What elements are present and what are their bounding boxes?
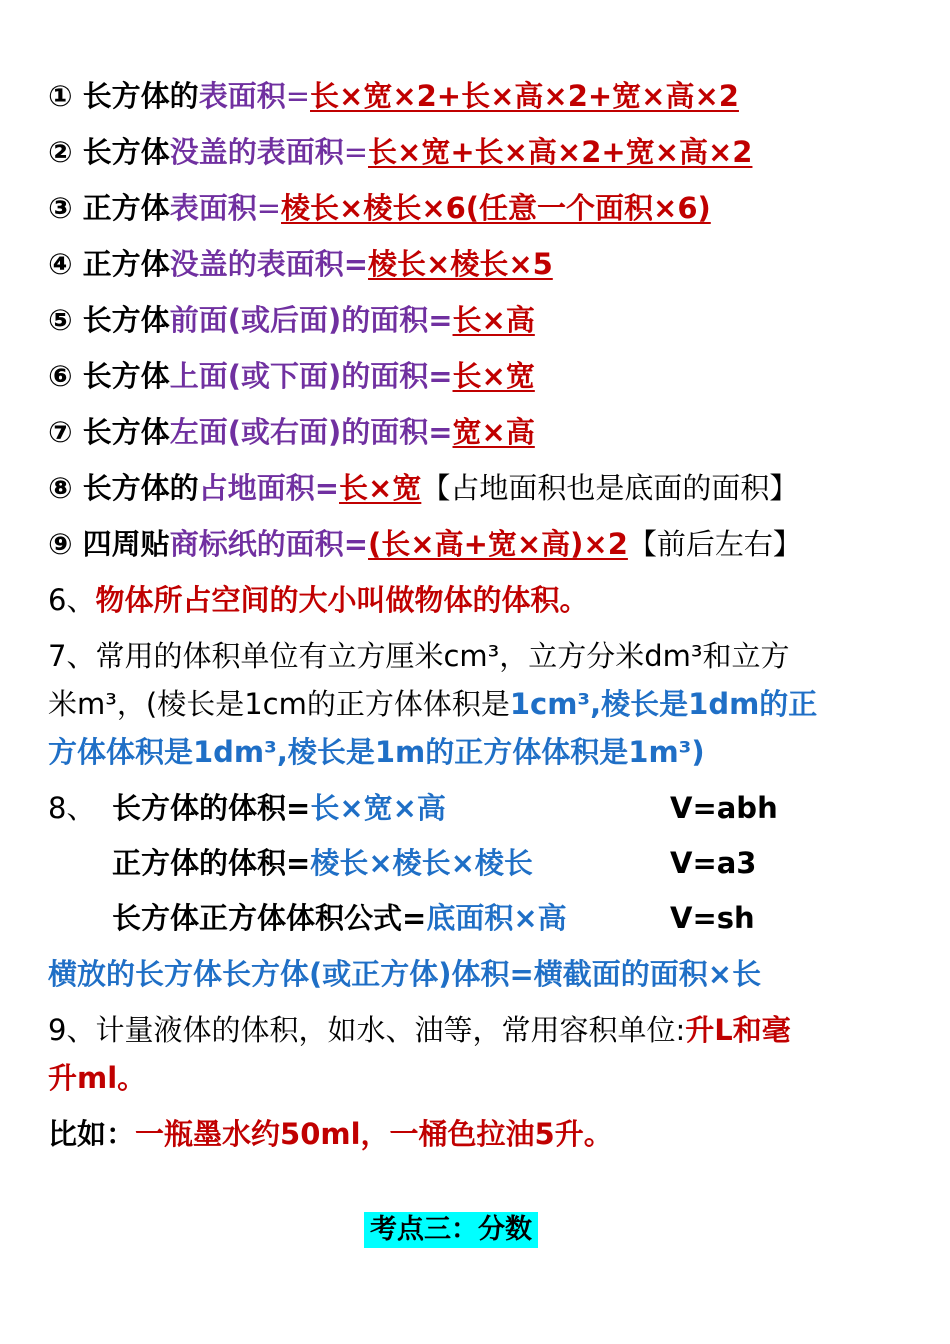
- volume-symbol-cuboid: V=abh: [670, 791, 778, 825]
- section-heading: 考点三：分数: [364, 1212, 538, 1248]
- paragraph-7-line-1: 7、常用的体积单位有立方厘米cm³，立方分米dm³和立方: [48, 639, 790, 673]
- volume-symbol-cube: V=a3: [670, 846, 757, 880]
- paragraph-9-line-1: 9、计量液体的体积，如水、油等，常用容积单位:升L和毫: [48, 1013, 791, 1047]
- volume-formula-cube: 正方体的体积=棱长×棱长×棱长: [112, 846, 533, 880]
- paragraph-7-line-2: 米m³，(棱长是1cm的正方体体积是1cm³,棱长是1dm的正: [48, 687, 818, 721]
- volume-formula-general: 长方体正方体体积公式=底面积×高: [112, 901, 567, 935]
- paragraph-9-line-2: 升ml。: [48, 1061, 147, 1095]
- formula-item-8: ⑧ 长方体的占地面积=长×宽【占地面积也是底面的面积】: [48, 471, 799, 505]
- paragraph-6: 6、物体所占空间的大小叫做物体的体积。: [48, 583, 589, 617]
- formula-item-5: ⑤ 长方体前面(或后面)的面积=长×高: [48, 303, 535, 337]
- formula-item-2: ② 长方体没盖的表面积=长×宽+长×高×2+宽×高×2: [48, 135, 753, 169]
- paragraph-7-line-3: 方体体积是1dm³,棱长是1m的正方体体积是1m³): [48, 735, 705, 769]
- formula-item-6: ⑥ 长方体上面(或下面)的面积=长×宽: [48, 359, 535, 393]
- volume-symbol-general: V=sh: [670, 901, 755, 935]
- formula-item-9: ⑨ 四周贴商标纸的面积=(长×高+宽×高)×2【前后左右】: [48, 527, 802, 561]
- formula-item-4: ④ 正方体没盖的表面积=棱长×棱长×5: [48, 247, 553, 281]
- formula-item-1: ① 长方体的表面积=长×宽×2+长×高×2+宽×高×2: [48, 79, 739, 113]
- volume-formula-cuboid: 长方体的体积=长×宽×高: [112, 791, 446, 825]
- formula-item-3: ③ 正方体表面积=棱长×棱长×6(任意一个面积×6): [48, 191, 711, 225]
- paragraph-8-number: 8、: [48, 791, 96, 825]
- example-line: 比如：一瓶墨水约50ml，一桶色拉油5升。: [48, 1117, 613, 1151]
- horizontal-cuboid-volume: 横放的长方体长方体(或正方体)体积=横截面的面积×长: [48, 957, 762, 991]
- formula-item-7: ⑦ 长方体左面(或右面)的面积=宽×高: [48, 415, 535, 449]
